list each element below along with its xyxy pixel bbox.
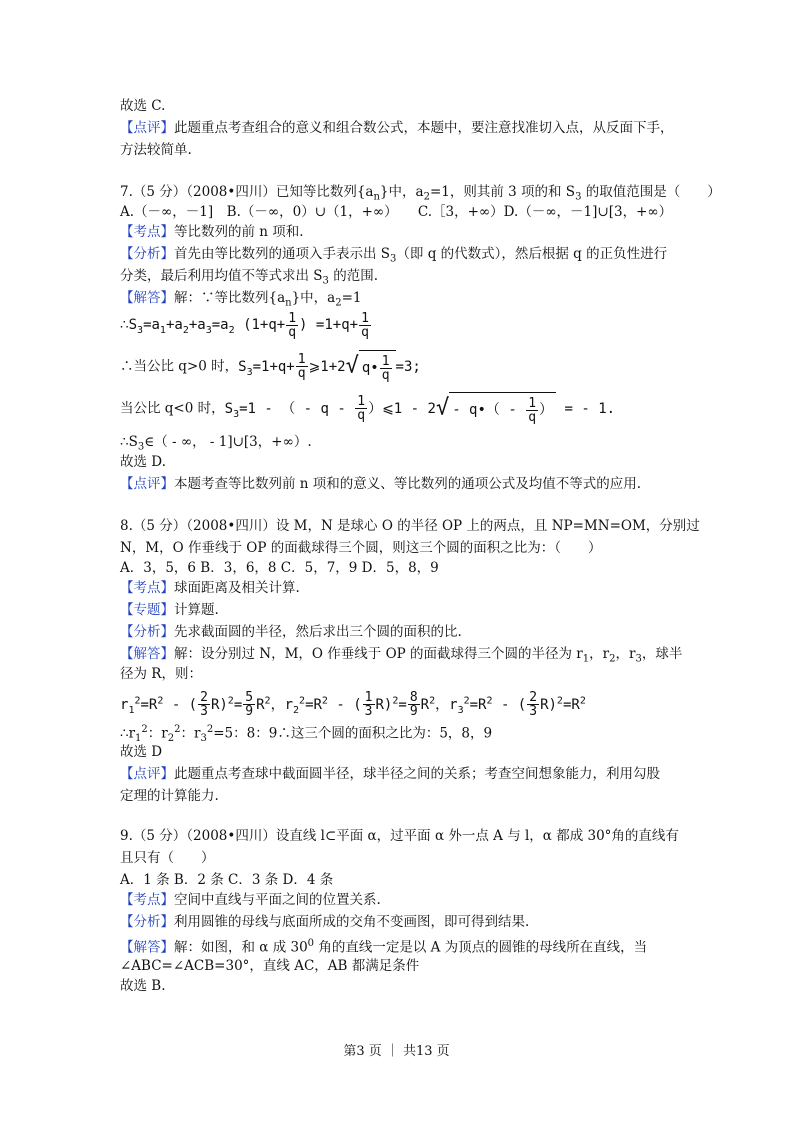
tag-label: 【考点】 [120,580,174,596]
fraction: $\frac{1}{q}$ [297,352,306,381]
formula-radii: $r_1^2=R^2$ - ( $\frac{2}{3}$ R)$^2$= $\frac{5}{9}$ $R^2$，$r_2^2=R^2$ - ( $\frac{1}{3}$ R)$^2$= $\frac{8}{9}$ $R^2$，$r_3^2=R^2$ - ( $\frac{2}{3}$ $R)^2=R^2$ [120,690,586,720]
kaodian-line: 【考点】等比数列的前 n 项和. [120,224,304,240]
fraction: $\frac{5}{9}$ [245,690,254,720]
kaodian-line: 【考点】球面距离及相关计算. [120,580,300,596]
fraction: $\frac{1}{q}$ [528,395,537,425]
question-7-stem: 7.（5 分）（2008•四川）已知等比数列$\{a_n\}$中，$a_2=1$，则其前 3 项的和 $S_3$ 的取值范围是（ ） [120,184,721,203]
tag-label: 【分析】 [120,246,174,262]
jieda-line: ∠ABC=∠ACB=30°，直线 AC，AB 都满足条件 [120,958,420,974]
fraction: $\frac{8}{9}$ [409,690,418,720]
kaodian-line: 【考点】空间中直线与平面之间的位置关系. [120,892,381,908]
question-9-options: A．1 条 B．2 条 C．3 条 D．4 条 [120,872,334,888]
comment-line: 【点评】此题重点考查组合的意义和组合数公式，本题中，要注意找准切入点，从反面下手， [120,120,674,136]
answer-line: 故选 D. [120,454,166,470]
comment-line: 方法较简单. [120,142,192,158]
question-8-stem: 8.（5 分）（2008•四川）设 M，N 是球心 O 的半径 OP 上的两点，且 NP=MN=OM，分别过 [120,518,700,534]
jieda-line: 【解答】解：如图，和 α 成 $30^0$ 角的直线一定是以 A 为顶点的圆锥的母线所在直线，当 [120,938,648,956]
jieda-line: 【解答】解：设分别过 N，M，O 作垂线于 OP 的面截球得三个圆的半径为 $r_1$，$r_2$，$r_3$，球半 [120,646,683,665]
answer-line: 故选 C. [120,98,166,114]
zhuanti-line: 【专题】计算题. [120,602,219,618]
dianping-line: 【点评】本题考查等比数列前 n 项和的意义、等比数列的通项公式及均值不等式的应用. [120,476,642,492]
ratio-line: $\therefore r_1^2$：$r_2^2$：$r_3^2=5$：8：9∴这三个圆的面积之比为：5，8，9 [120,724,493,745]
question-9-stem: 且只有（ ） [120,850,215,866]
tag-label: 【解答】 [120,939,174,956]
fenxi-line: 【分析】首先由等比数列的通项入手表示出 $S_3$（即 q 的代数式），然后根据 q 的正负性进行 [120,246,668,265]
question-8-options: A．3，5，6 B．3，6，8 C．5，7，9 D．5，8，9 [120,560,439,576]
formula-q-negative: 当公比 q<0 时，$S_3=1$ - （ - q - $\frac{1}{q}$ ）⩽1 - 2√- q•（ - $\frac{1}{q}$ ） = - 1. [120,394,616,425]
tag-label: 【解答】 [120,290,174,306]
tag-label: 【考点】 [120,224,174,240]
question-9-stem: 9.（5 分）（2008•四川）设直线 l⊂平面 α，过平面 α 外一点 A 与 l，α 都成 30°角的直线有 [120,828,679,844]
fenxi-line: 分类，最后利用均值不等式求出 $S_3$ 的范围. [120,268,379,287]
answer-line: 故选 B. [120,978,166,994]
fraction: $\frac{1}{3}$ [364,690,373,720]
fraction: $\frac{1}{q}$ [361,310,369,340]
fenxi-line: 【分析】利用圆锥的母线与底面所成的交角不变画图，即可得到结果. [120,914,530,930]
question-8-stem: N，M，O 作垂线于 OP 的面截球得三个圆，则这三个圆的面积之比为：（ ） [120,540,602,556]
fraction: $\frac{2}{3}$ [200,690,208,720]
sqrt-expression: √- q•（ - $\frac{1}{q}$ ） [436,392,556,425]
result-line: $\therefore S_3\in$（ - ∞， - 1]∪[3，+∞）. [120,434,312,453]
tag-label: 【考点】 [120,892,174,908]
formula-s3: $\therefore S_3=a_1+a_2+a_3=a_2$ (1+q+ $\frac{1}{q}$ ) =1+q+ $\frac{1}{q}$ [120,310,369,340]
answer-line: 故选 D [120,744,163,760]
fraction: $\frac{2}{3}$ [529,690,538,720]
fenxi-line: 【分析】先求截面圆的半径，然后求出三个圆的面积的比. [120,624,462,640]
fraction: $\frac{1}{q}$ [288,310,297,340]
tag-label: 【点评】 [120,120,174,136]
question-7-options: A.（－∞，－1] B.（－∞，0）∪（1，+∞） C.［3，+∞）D.（－∞，－1]∪[3，+∞） [120,204,673,220]
dianping-line: 定理的计算能力. [120,788,219,804]
tag-label: 【分析】 [120,624,174,640]
jieda-line: 【解答】解：∵等比数列$\{a_n\}$中，$a_2=1$ [120,290,362,309]
tag-label: 【点评】 [120,476,174,492]
dianping-line: 【点评】此题重点考查球中截面圆半径，球半径之间的关系；考查空间想象能力，利用勾股 [120,766,660,782]
jieda-line: 径为 R，则： [120,666,202,682]
sqrt-expression: √ q• $\frac{1}{q}$ [346,350,396,383]
formula-q-positive: ∴当公比 q>0 时，$S_3=1+q+$ $\frac{1}{q}$ ⩾1+2√ q• $\frac{1}{q}$ =3; [120,352,421,383]
tag-label: 【专题】 [120,602,174,618]
fraction: $\frac{1}{q}$ [357,394,366,423]
tag-label: 【点评】 [120,766,174,782]
tag-label: 【分析】 [120,914,174,930]
tag-label: 【解答】 [120,646,174,662]
fraction: $\frac{1}{q}$ [381,353,390,383]
page-footer: 第3 页 ｜ 共13 页 [343,1044,450,1059]
